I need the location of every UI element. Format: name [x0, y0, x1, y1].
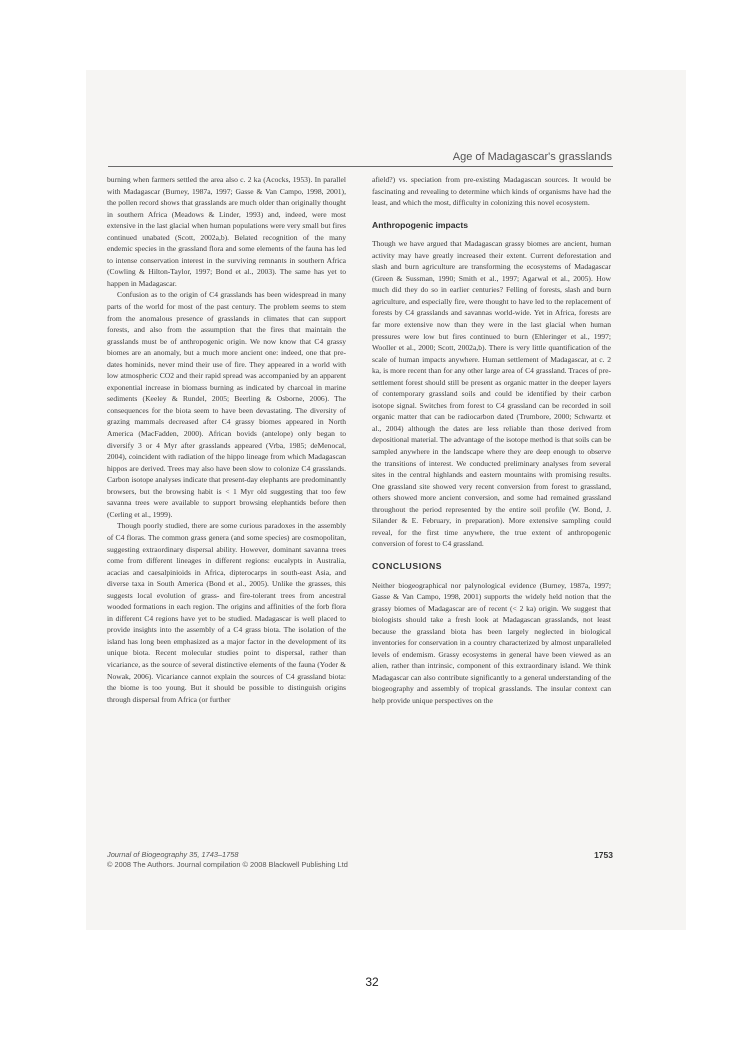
spacer — [372, 231, 611, 238]
page-footer — [107, 850, 613, 870]
body-paragraph: afield?) vs. speciation from pre-existing Madagascan sources. It would be fascinating and revealing to determine which kinds of organisms have had the least, and which the most, difficulty in colonizing this novel ecosystem. — [372, 175, 611, 208]
spacer — [372, 550, 611, 561]
pdf-page-number: 32 — [365, 975, 379, 989]
body-paragraph: burning when farmers settled the area also c. 2 ka (Acocks, 1953). In parallel with Madagascar (Burney, 1987a, 1997; Gasse & Van Campo, 1998, 2001), the pollen record shows that grasslands are much older than originally thought in southern Africa (Meadows & Linder, 1993) and, indeed, were most extensive in the last glacial when human populations were very small but fires continued unabated (Scott, 2002a,b). Belated recognition of the many endemic species in the grassland flora and some elements of the fauna has led to intense conservation interest in the surviving remnants in southern Africa (Cowling & Hilton-Taylor, 1997; Bond et al., 2003). The same has yet to happen in Madagascar. — [107, 175, 346, 288]
spacer — [372, 573, 611, 580]
right-column — [372, 174, 611, 707]
journal-citation: Journal of Biogeography 35, 1743–1758 — [107, 850, 239, 859]
header-rule — [108, 166, 613, 167]
body-paragraph: Though poorly studied, there are some curious paradoxes in the assembly of C4 floras. The common grass genera (and some species) are cosmopolitan, suggesting extraordinary dispersal ability. However, dominant savanna trees come from different lineages in different regions: eucalypts in Australia, acacias and caesalpinioids in Africa, dipterocarps in south-east Asia, and diverse taxa in South America (Bond et al., 2005). Unlike the grasses, this suggests local evolution of grass- and fire-tolerant trees from ancestral wooded formations in each region. The origins and affinities of the forb flora in different C4 regions have yet to be studied. Madagascar is well placed to provide insights into the assembly of a C4 grass biota. The isolation of the island has long been emphasized as a major factor in the development of its unique biota. Recent molecular studies point to dispersal, rather than vicariance, as the source of several distinctive elements of the fauna (Yoder & Nowak, 2006). Vicariance cannot explain the sources of C4 grassland biota: the biome is too young. But it should be possible to distinguish origins through dispersal from Africa (or further — [107, 521, 346, 704]
body-paragraph: Neither biogeographical nor palynological evidence (Burney, 1987a, 1997; Gasse & Van Campo, 1998, 2001) supports the widely held notion that the grassy biomes of Madagascar are of recent (< 2 ka) origin. We suggest that biologists should take a fresh look at Madagascan grasslands, not least because the grassland biota has been largely neglected in biological inventories for conservation in a country characterized by almost unparalleled levels of endemism. Grassy ecosystems in general have been viewed as an alien, rather than intrinsic, component of this extraordinary island. We think Madagascar can also contribute significantly to a general understanding of the biogeography and assembly of tropical grasslands. The insular context can help provide unique perspectives on the — [372, 580, 611, 705]
section-heading-conclusions: CONCLUSIONS — [372, 560, 443, 571]
body-paragraph: Confusion as to the origin of C4 grasslands has been widespread in many parts of the world for most of the past century. The problem seems to stem from the anomalous presence of grasslands in climates that can support forests, and also from the assumption that the fires that maintain the grasslands must be of anthropogenic origin. We now know that C4 grassy biomes are an anomaly, but a much more ancient one: indeed, one that pre-dates hominids, never mind their use of fire. They appeared in a world with low atmospheric CO2 and their rapid spread was accompanied by an apparent exponential increase in biomass burning as indicated by charcoal in marine sediments (Keeley & Rundel, 2005; Beerling & Osborne, 2006). The consequences for the biota seem to have been devastating. The diversity of grazing mammals decreased after C4 grassy biomes appeared in North America (MacFadden, 2000). African bovids (antelope) only began to diversify 3 or 4 Myr after grasslands appeared (Vrba, 1985; deMenocal, 2004), coincident with radiation of the hippo lineage from which Madagascan hippos are derived. Trees may also have been slow to colonize C4 grasslands. Carbon isotope analyses indicate that present-day elephants are predominantly browsers, but the browsing habit is < 1 Myr old suggesting that too few savanna trees were available to support browsing elephantids before then (Cerling et al., 1999). — [107, 290, 346, 519]
journal-page-number: 1753 — [594, 850, 613, 860]
left-column — [107, 174, 346, 705]
spacer — [372, 209, 611, 220]
section-heading-anthropogenic: Anthropogenic impacts — [372, 219, 468, 230]
copyright-notice: © 2008 The Authors. Journal compilation © 2008 Blackwell Publishing Ltd — [107, 860, 348, 869]
body-paragraph: Though we have argued that Madagascan grassy biomes are ancient, human activity may have greatly increased their extent. Current deforestation and slash and burn agriculture are transforming the ecosystems of Madagascar (Green & Sussman, 1990; Smith et al., 1997; Agarwal et al., 2005). How much did they do so in earlier centuries? Felling of forests, slash and burn agriculture, and especially fire, were thought to have led to the replacement of forests by C4 grasslands and savannas world-wide. Yet in Africa, forests are far more extensive now than they were in the last glacial when human pressures were low but fires continued to burn (Ehleringer et al., 1997; Wooller et al., 2000; Scott, 2002a,b). There is very little quantification of the scale of human impacts anywhere. Human settlement of Madagascar, at c. 2 ka, is more recent than for any other large area of C4 grassland. Traces of pre-settlement forest should still be present as organic matter in the deeper layers of contemporary grassland soils and could be identified by their carbon isotope signal. Switches from forest to C4 grassland can be recorded in soil organic matter that can be radiocarbon dated (Trumbore, 2000; Schwartz et al., 2004) although the dates are less reliable than those derived from depositional material. The advantage of the isotope method is that soils can be sampled anywhere in the landscape where they are deep enough to observe the transitions of interest. We conducted preliminary analyses from several sites in the central highlands and eastern mountains with promising results. One grassland site showed very recent conversion from forest to grassland, others showed more ancient conversion, and some had remained grassland throughout the period represented by the entire soil profile (W. Bond, J. Silander & E. February, in preparation). More extensive sampling could reveal, for the first time anywhere, the true extent of anthropogenic conversion of forest to C4 grassland. — [372, 239, 611, 549]
running-header: Age of Madagascar's grasslands — [452, 151, 612, 163]
